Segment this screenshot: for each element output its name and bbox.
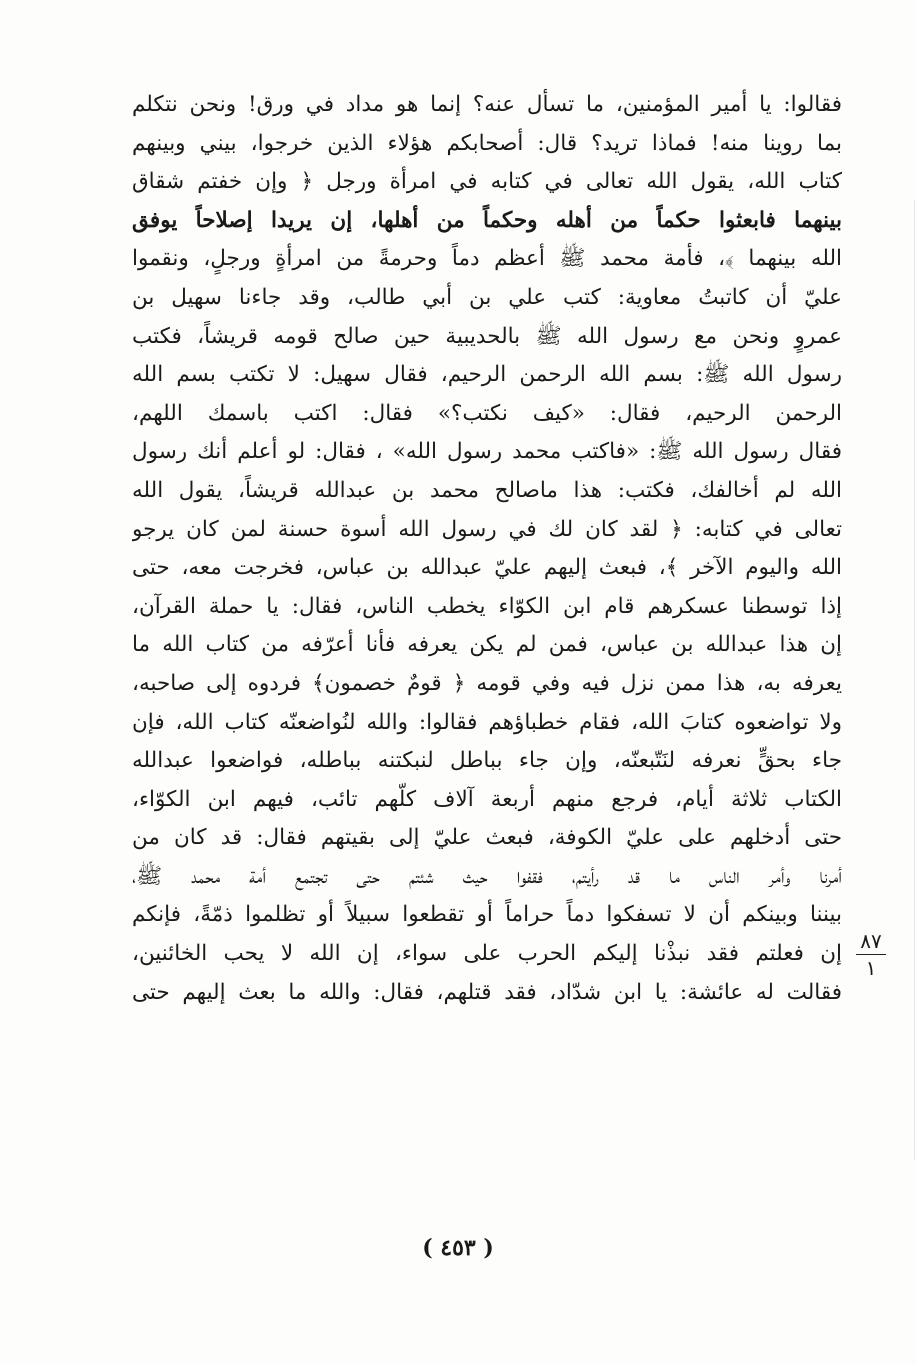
text-line: عليّ أن كاتبتُ معاوية: كتب علي بن أبي طالب، وقد جاءنا سهيل بن [132,284,842,310]
text-line: ولا تواضعوه كتابَ الله، فقام خطباؤهم فقالوا: والله لنُواضعنّه كتاب الله، فإن [132,709,842,735]
text-line: إذا توسطنا عسكرهم قام ابن الكوّاء يخطب الناس، فقال: يا حملة القرآن، [132,593,842,619]
text-line: فقالت له عائشة: يا ابن شدّاد، فقد قتلهم، فقال: والله ما بعث إليهم حتى [132,979,842,1005]
page-edge-line [914,200,915,1160]
text-line: إن هذا عبدالله بن عباس، فمن لم يكن يعرفه فأنا أعرّفه من كتاب الله ما [132,632,842,658]
text-line: بيننا وبينكم أن لا تسفكوا دماً حراماً أو تقطعوا سبيلاً أو تظلموا ذمّةً، فإنكم [132,902,842,928]
text-line: حتى أدخلهم على عليّ الكوفة، فبعث عليّ إلى بقيتهم فقال: قد كان من [132,825,842,851]
text-line: أمرنا وأمر الناس ما قد رأيتم، فقفوا حيث شئتم حتى تجتمع أمة محمد ﷺ، [132,863,842,889]
text-line: تعالى في كتابه: ﴿ لقد كان لك في رسول الله أسوة حسنة لمن كان يرجو [132,516,842,542]
text-line: بينهما فابعثوا حكماً من أهله وحكماً من أهلها، إن يريدا إصلاحاً يوفق [132,207,842,233]
margin-reference-top: ٨٧ [860,929,882,953]
text-line: عمروٍ ونحن مع رسول الله ﷺ بالحديبية حين صالح قومه قريشاً، فكتب [132,323,842,349]
page-number: ( ٤٥٣ ) [422,1235,494,1261]
text-line: إن فعلتم فقد نبذْنا إليكم الحرب على سواء، إن الله لا يحب الخائنين، [132,941,842,967]
text-line: يعرفه به، هذا ممن نزل فيه وفي قومه ﴿ قومٌ خصمون﴾ فردوه إلى صاحبه، [132,670,842,696]
text-line: الله بينهما ﴾، فأمة محمد ﷺ أعظم دماً وحرمةً من امرأةٍ ورجلٍ، ونقموا [132,246,842,272]
text-line: جاء بحقٍّ نعرفه لنَتّبعنّه، وإن جاء بباطل لنبكتنه بباطله، فواضعوا عبدالله [132,748,842,774]
text-line: بما روينا منه! فماذا تريد؟ قال: أصحابكم هؤلاء الذين خرجوا، بيني وبينهم [132,130,842,156]
margin-reference-bottom: ١ [865,956,877,980]
text-line: فقالوا: يا أمير المؤمنين، ما تسأل عنه؟ إنما هو مداد في ورق! ونحن نتكلم [132,92,842,117]
body-text [132,86,842,1012]
text-line: رسول الله ﷺ: بسم الله الرحمن الرحيم، فقال سهيل: لا تكتب بسم الله [132,362,842,388]
text-line: فقال رسول الله ﷺ: «فاكتب محمد رسول الله» ، فقال: لو أعلم أنك رسول [132,439,842,465]
text-line: الله لم أخالفك، فكتب: هذا ماصالح محمد بن عبدالله قريشاً، يقول الله [132,477,842,503]
text-line: الله واليوم الآخر ﴾، فبعث إليهم عليّ عبدالله بن عباس، فخرجت معه، حتى [132,555,842,581]
text-line: كتاب الله، يقول الله تعالى في كتابه في امرأة ورجل ﴿ وإن خفتم شقاق [132,169,842,195]
margin-reference-rule [856,954,886,955]
margin-reference [853,930,889,979]
text-line: الرحمن الرحيم، فقال: «كيف نكتب؟» فقال: اكتب باسمك اللهم، [132,400,842,426]
text-line: الكتاب ثلاثة أيام، فرجع منهم أربعة آلاف كلّهم تائب، فيهم ابن الكوّاء، [132,786,842,812]
